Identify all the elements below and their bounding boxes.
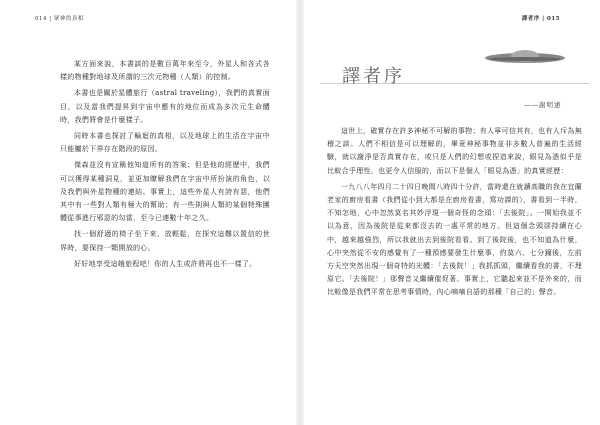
left-page-body — [60, 58, 270, 274]
right-paragraph-1: 這世上，確實存在許多神秘不可解的事物；有人寧可信其有，也有人斥為無稽之談。人們不相信是可以理解的，畢竟神秘事物並非多數人普遍的生活經驗，就以謝淨是否真實存在，或只是人們的幻想或捏造來說，眼見為憑似乎是比較合乎理性，也更令人信服的，而以下是個人「眼見為憑」的真實經歷： — [327, 127, 582, 175]
page-title: 譯者序 — [342, 66, 405, 87]
left-paragraph-5: 找一個舒適的椅子坐下來，放輕鬆，在探究這難以置信的世界時，要保持一顆開放的心。 — [60, 230, 270, 252]
translator-credit: ——謝明憲 — [524, 101, 562, 109]
left-page — [0, 0, 298, 425]
left-running-head: 014 | 眾神的真相 — [35, 16, 84, 22]
right-paragraph-2: 一九八八年四月二十四日晚間八時四十分許，當時還在就讀高職的我在宜蘭老家的廚房看書（我們從小到大都是在廚房看書，寫功課的），書看到一半時，不知怎地，心中忽然莫名其妙浮現一個奇怪的念頭：「去後院」。一開始我並不以為意，因為後院是從來都沒去的一處平常的地方。但這個念頭卻持續在心中，越來越強烈，所以我就出去到後院看看。到了後院後，也不知道為什麼，心中突然從不安的感覺有了一種預感要發生什麼事，約莫六、七分鐘後，左前方天空突然出現一個奇特的光體：「去後院！」我抓抓頭，繼續看我的書，不理原它。「去後院！」那聲音又繼續催促著。事實上，它聽起來並不是外來的，而比較像是我們平常在思考事情時，內心嘀嘀自語的那種「自己的」聲音。 — [327, 182, 582, 297]
left-paragraph-6: 好好地享受這趟旅程吧！你的人生或許將再也不一樣了。 — [74, 259, 257, 268]
right-running-head: 譯者序 | 015 — [521, 16, 560, 22]
left-paragraph-3: 同時本書也探討了輪迴的真相，以及地球上的生活在宇宙中只能屬於下界存在階段的原因。 — [60, 132, 270, 154]
right-page-body — [327, 125, 582, 303]
left-paragraph-4: 傑森並沒有宣稱他知道所有的答案；但是他的經歷中，我們可以獲得某種洞見，並更加瞭解我們在宇宙中所扮演的角色，以及我們與外星物種的連結。事實上，這些外星人有誇有惡，他們其中有一些對人類有極大的幫助；有一些則與人類的某個特殊團體從事進行邪惡的勾當，至今已連數十年之久。 — [60, 161, 270, 223]
title-block — [320, 58, 590, 98]
left-paragraph-1: 某方面來說，本書談的是數百萬年來至今，外星人和各式各樣的物種對地球及所謂的三次元物種（人類）的控制。 — [60, 60, 270, 82]
right-page — [302, 0, 600, 425]
left-paragraph-2: 本書也是關於星體旅行（astral traveling），我們的真實面目，以及當我們提昇到宇宙中應有的地位而成為多次元生命體時，我們將會是什麼樣子。 — [60, 89, 270, 124]
